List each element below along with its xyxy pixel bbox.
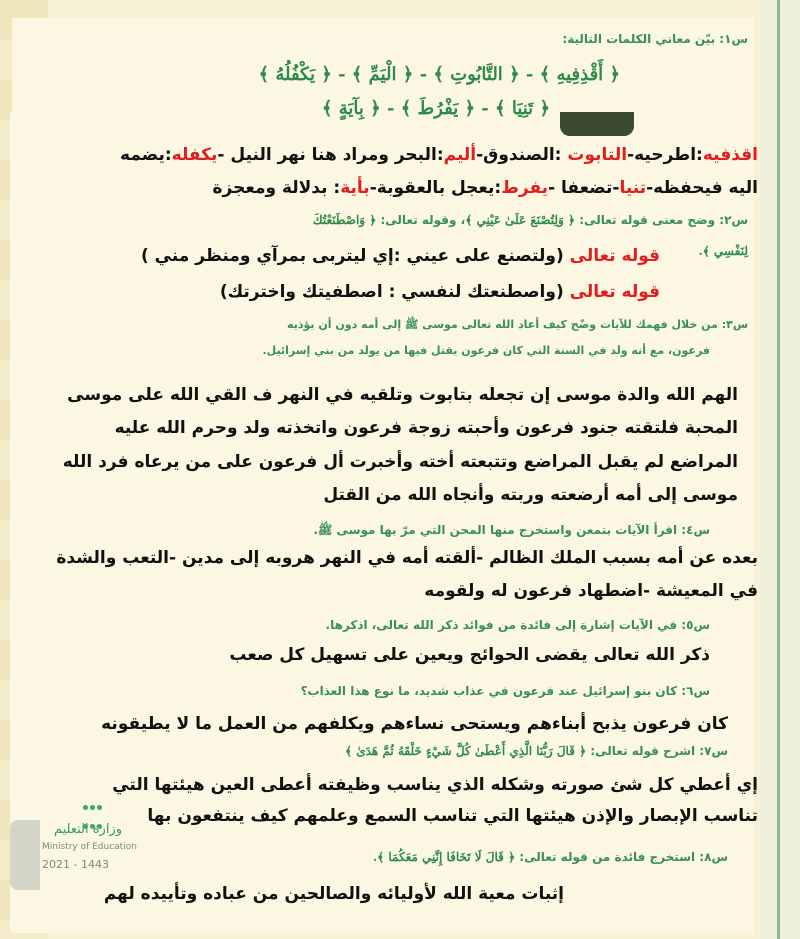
word-tabut: التابوت xyxy=(567,145,628,165)
meaning-3: :البحر ومراد هنا نهر النيل - xyxy=(217,145,444,165)
word-yafrut: يفرط xyxy=(501,178,549,198)
q8-quote: ﴿ قَالَ لَا تَخَافَا إِنَّنِي مَعَكُمَا ﴾. xyxy=(373,850,516,864)
q3-question-line2: فرعون، مع أنه ولد في السنة التي كان فرعون يقتل فيها من يولد من بني إسرائيل. xyxy=(262,344,710,357)
logo-english-name: Ministry of Education xyxy=(42,842,137,852)
q4-answer-line2: في المعيشة -اضطهاد فرعون له ولقومه xyxy=(424,581,758,601)
meaning-7: :يعجل بالعقوبة- xyxy=(369,178,502,198)
q2-quote2-end xyxy=(699,244,748,258)
q7-answer-line2: تناسب الإبصار والإذن هيئتها التي تناسب السمع وعلمهم كيف ينتفعون بها xyxy=(147,806,758,826)
meaning-2: :الصندوق- xyxy=(476,145,568,165)
meaning-4: :يضمه xyxy=(120,145,172,165)
q7-question-prefix: س٧: اشرح قوله تعالى: xyxy=(590,744,728,758)
right-margin xyxy=(760,0,800,939)
q2-answer1-label: قوله تعالى xyxy=(569,246,660,266)
q5-answer: ذكر الله تعالى يقضى الحوائج ويعين على تسهيل كل صعب xyxy=(229,645,710,665)
q1-answer-line1 xyxy=(120,145,758,165)
q3-answer-line2: المحبة فلتقته جنود فرعون وأحبته زوجة فرعون واتخذته ولد وحرم الله عليه xyxy=(114,418,738,438)
meaning-5: اليه فيحفظه- xyxy=(646,178,758,198)
q2-question-mid: ، وقوله تعالى: xyxy=(380,213,466,227)
word-biaya: بأية xyxy=(340,178,370,198)
q7-answer-line1: إي أعطي كل شئ صورته وشكله الذي يناسب وظيفته أعطى العين هيئتها التي xyxy=(112,775,758,795)
q3-question-line1: س٣: من خلال فهمك للآيات وضّح كيف أعاد الله تعالى موسى ﷺ إلى أمه دون أن يؤذيه xyxy=(287,318,748,331)
q6-question: س٦: كان بنو إسرائيل عند فرعون في عذاب شديد، ما نوع هذا العذاب؟ xyxy=(300,684,710,698)
q5-question: س٥: في الآيات إشارة إلى فائدة من فوائد ذكر الله تعالى، اذكرها. xyxy=(325,618,710,632)
meaning-6: -تضعفا - xyxy=(548,178,620,198)
answer-box-tab xyxy=(560,112,634,136)
q2-quote1: ﴿ وَلِتُصْنَعَ عَلَىٰ عَيْنِي ﴾ xyxy=(465,213,576,227)
q2-answer2-text: (واصطنعتك لنفسي : اصطفيتك واخترتك) xyxy=(219,282,564,302)
q3-answer-line3: المراضع لم يقبل المراضع وتتبعته أخته وأخبرت أل فرعون على من يرعاه فرد الله xyxy=(62,452,738,472)
ministry-logo xyxy=(42,796,137,876)
q7-quote: ﴿ قَالَ رَبُّنَا الَّذِي أَعْطَىٰ كُلَّ شَيْءٍ خَلْقَهُ ثُمَّ هَدَىٰ ﴾ xyxy=(345,744,587,758)
meaning-1: :اطرحيه- xyxy=(627,145,703,165)
q4-answer-line1: بعده عن أمه بسبب الملك الظالم -ألقته أمه في النهر هروبه إلى مدين -التعب والشدة xyxy=(56,548,758,568)
word-alim: أليم xyxy=(443,145,477,165)
q2-answer2-label: قوله تعالى xyxy=(569,282,660,302)
q1-words-line1: ﴿ أَقْذِفِيهِ ﴾ - ﴿ التَّابُوتِ ﴾ - ﴿ الْيَمِّ ﴾ - ﴿ يَكْفُلُهُ ﴾ xyxy=(258,64,620,85)
q1-answer-line2 xyxy=(212,178,758,198)
q2-answer1 xyxy=(141,246,660,266)
q1-words-line2: ﴿ تَنِيَا ﴾ - ﴿ يَفْرُطَ ﴾ - ﴿ بِآيَةٍ ﴾ xyxy=(321,98,550,119)
right-margin-line xyxy=(777,0,780,939)
q7-question xyxy=(345,744,728,758)
q2-quote2-end-text: لِنَفْسِي ﴾. xyxy=(698,244,748,258)
logo-year: 2021 - 1443 xyxy=(42,858,109,871)
q3-answer-line4: موسى إلى أمه أرضعته وربته وأنجاه الله من القتل xyxy=(323,485,738,505)
q2-question-prefix: س٢: وضح معنى قوله تعالى: xyxy=(579,213,748,227)
meaning-8: : بدلالة ومعجزة xyxy=(212,178,341,198)
q8-question xyxy=(373,850,728,864)
q2-answer2 xyxy=(220,282,660,302)
word-taniya: تنيا xyxy=(619,178,647,198)
q8-answer: إثبات معية الله لأوليائه والصالحين من عباده وتأييده لهم xyxy=(103,884,564,904)
q8-question-prefix: س٨: استخرج فائدة من قوله تعالى: xyxy=(519,850,728,864)
q2-quote2: ﴿ وَاصْطَنَعْتُكَ xyxy=(312,213,377,227)
page-side-tab xyxy=(10,820,40,890)
q2-answer1-text: (ولتصنع على عيني :إي ليتربى بمرآي ومنظر مني ) xyxy=(140,246,564,266)
word-iqdhifih: اقذفيه xyxy=(702,145,758,165)
q3-answer-line1: الهم الله والدة موسى إن تجعله بتابوت وتلقيه في النهر ف القي الله على موسى xyxy=(67,385,738,405)
word-yakfuluh: يكفله xyxy=(171,145,218,165)
q6-answer: كان فرعون يذبح أبناءهم ويستحى نساءهم ويكلفهم من العمل ما لا يطيقونه xyxy=(101,714,728,734)
q1-question: س١: بيّن معاني الكلمات التالية: xyxy=(562,32,748,46)
logo-arabic-name: وزارة التعليم xyxy=(53,822,122,837)
q4-question: س٤: اقرأ الآيات بتمعن واستخرج منها المحن التي مرّ بها موسى ﷺ. xyxy=(313,523,710,537)
q2-question xyxy=(313,213,748,227)
